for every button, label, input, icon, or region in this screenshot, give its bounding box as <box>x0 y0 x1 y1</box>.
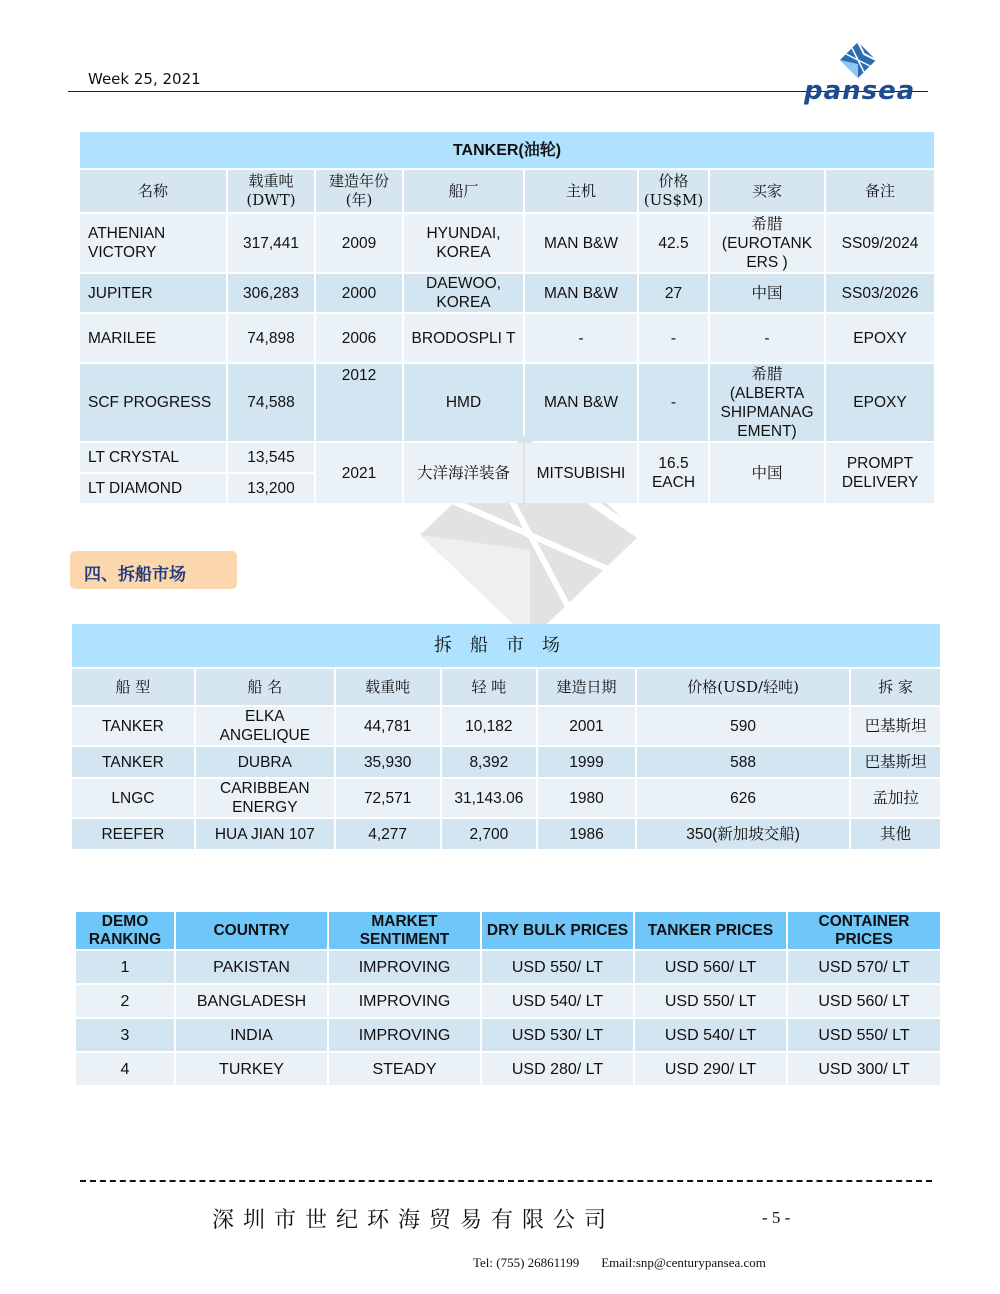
rank: 4 <box>76 1053 174 1085</box>
column-header: 主机 <box>525 170 637 212</box>
table-row <box>80 214 934 272</box>
column-header: 船厂 <box>404 170 523 212</box>
sentiment: STEADY <box>329 1053 480 1085</box>
remark: EPOXY <box>826 364 934 441</box>
remark: EPOXY <box>826 314 934 362</box>
scrap-table-title: 拆船市场 <box>72 624 940 667</box>
price: 350(新加坡交船) <box>637 819 849 849</box>
country: INDIA <box>176 1019 327 1051</box>
column-header: DRY BULK PRICES <box>482 912 633 949</box>
table-row <box>76 1019 940 1051</box>
header-rule <box>68 91 928 92</box>
column-header: 载重吨 <box>336 669 440 705</box>
dwt: 35,930 <box>336 747 440 777</box>
table-row <box>72 819 940 849</box>
price: 588 <box>637 747 849 777</box>
column-header: 建造年份 (年) <box>316 170 402 212</box>
telephone: Tel: (755) 26861199 <box>473 1255 580 1270</box>
vessel-name: MARILEE <box>80 314 226 362</box>
ship-type: TANKER <box>72 707 194 745</box>
ship-type: LNGC <box>72 779 194 817</box>
table-row <box>76 951 940 983</box>
price: - <box>639 364 708 441</box>
sentiment: IMPROVING <box>329 985 480 1017</box>
column-header: COUNTRY <box>176 912 327 949</box>
tanker-price: USD 540/ LT <box>635 1019 786 1051</box>
container-price: USD 560/ LT <box>788 985 940 1017</box>
dwt: 74,588 <box>228 364 314 441</box>
column-header: 名称 <box>80 170 226 212</box>
buyer: 希腊 (EUROTANK ERS ) <box>710 214 824 272</box>
shipyard: HMD <box>404 364 523 441</box>
ldt: 10,182 <box>442 707 537 745</box>
build-date: 1999 <box>538 747 635 777</box>
remark: PROMPT DELIVERY <box>826 443 934 503</box>
vessel-name: ATHENIAN VICTORY <box>80 214 226 272</box>
table-row <box>72 747 940 777</box>
country: TURKEY <box>176 1053 327 1085</box>
price: 42.5 <box>639 214 708 272</box>
ship-name: DUBRA <box>196 747 334 777</box>
company-name: 深圳市世纪环海贸易有限公司 <box>212 1208 616 1233</box>
column-header: 价格(USD/轻吨) <box>637 669 849 705</box>
ldt: 31,143.06 <box>442 779 537 817</box>
dwt: 306,283 <box>228 274 314 312</box>
table-row <box>72 707 940 745</box>
column-header: 建造日期 <box>538 669 635 705</box>
dwt: 74,898 <box>228 314 314 362</box>
shipyard: DAEWOO, KOREA <box>404 274 523 312</box>
breaker: 巴基斯坦 <box>851 747 940 777</box>
build-year: 2021 <box>316 443 402 503</box>
ship-name: HUA JIAN 107 <box>196 819 334 849</box>
column-header: 载重吨 (DWT) <box>228 170 314 212</box>
remark: SS09/2024 <box>826 214 934 272</box>
column-header: 船 型 <box>72 669 194 705</box>
dwt: 44,781 <box>336 707 440 745</box>
engine: MITSUBISHI <box>525 443 637 503</box>
column-header: 备注 <box>826 170 934 212</box>
container-price: USD 550/ LT <box>788 1019 940 1051</box>
engine: - <box>525 314 637 362</box>
column-header: 船 名 <box>196 669 334 705</box>
engine: MAN B&W <box>525 274 637 312</box>
rank: 3 <box>76 1019 174 1051</box>
buyer: - <box>710 314 824 362</box>
tanker-price: USD 550/ LT <box>635 985 786 1017</box>
country: PAKISTAN <box>176 951 327 983</box>
table-row <box>80 364 934 441</box>
price: 27 <box>639 274 708 312</box>
column-header: 买家 <box>710 170 824 212</box>
container-price: USD 570/ LT <box>788 951 940 983</box>
table-row <box>76 1053 940 1085</box>
column-header: 价格 (US$M) <box>639 170 708 212</box>
page-number: - 5 - <box>762 1208 791 1227</box>
dry-bulk-price: USD 540/ LT <box>482 985 633 1017</box>
footer-divider <box>80 1180 932 1182</box>
column-header: CONTAINER PRICES <box>788 912 940 949</box>
build-year: 2000 <box>316 274 402 312</box>
column-header: MARKET SENTIMENT <box>329 912 480 949</box>
price: 16.5 EACH <box>639 443 708 503</box>
ship-type: REEFER <box>72 819 194 849</box>
ship-name: CARIBBEAN ENERGY <box>196 779 334 817</box>
ship-type: TANKER <box>72 747 194 777</box>
table-row <box>80 274 934 312</box>
buyer: 中国 <box>710 274 824 312</box>
build-date: 2001 <box>538 707 635 745</box>
sentiment: IMPROVING <box>329 1019 480 1051</box>
buyer: 中国 <box>710 443 824 503</box>
dwt: 4,277 <box>336 819 440 849</box>
breaker: 孟加拉 <box>851 779 940 817</box>
vessel-name: SCF PROGRESS <box>80 364 226 441</box>
vessel-name: LT CRYSTAL <box>80 443 226 472</box>
vessel-name: LT DIAMOND <box>80 474 226 503</box>
dwt: 13,200 <box>228 474 314 503</box>
shipyard: BRODOSPLI T <box>404 314 523 362</box>
column-header: 拆 家 <box>851 669 940 705</box>
engine: MAN B&W <box>525 364 637 441</box>
scrap-market-table <box>70 622 942 851</box>
ship-name: ELKA ANGELIQUE <box>196 707 334 745</box>
vessel-name: JUPITER <box>80 274 226 312</box>
tanker-table <box>78 130 936 505</box>
rank: 2 <box>76 985 174 1017</box>
week-label: Week 25, 2021 <box>88 70 201 88</box>
contact-info <box>473 1255 766 1271</box>
column-header: DEMO RANKING <box>76 912 174 949</box>
tanker-price: USD 560/ LT <box>635 951 786 983</box>
column-header: TANKER PRICES <box>635 912 786 949</box>
column-header: 轻 吨 <box>442 669 537 705</box>
ldt: 2,700 <box>442 819 537 849</box>
dwt: 13,545 <box>228 443 314 472</box>
table-row <box>80 443 934 472</box>
logo-text: pansea <box>804 76 916 106</box>
breaker: 其他 <box>851 819 940 849</box>
dry-bulk-price: USD 550/ LT <box>482 951 633 983</box>
engine: MAN B&W <box>525 214 637 272</box>
table-row <box>80 314 934 362</box>
demo-ranking-table <box>74 910 942 1087</box>
email: Email:snp@centurypansea.com <box>601 1255 766 1270</box>
dwt: 72,571 <box>336 779 440 817</box>
build-year: 2012 <box>316 364 402 441</box>
build-date: 1986 <box>538 819 635 849</box>
breaker: 巴基斯坦 <box>851 707 940 745</box>
shipyard: HYUNDAI, KOREA <box>404 214 523 272</box>
sentiment: IMPROVING <box>329 951 480 983</box>
remark: SS03/2026 <box>826 274 934 312</box>
build-year: 2009 <box>316 214 402 272</box>
table-row <box>76 985 940 1017</box>
tanker-table-title: TANKER(油轮) <box>80 132 934 168</box>
buyer: 希腊 (ALBERTA SHIPMANAG EMENT) <box>710 364 824 441</box>
build-year: 2006 <box>316 314 402 362</box>
section-title-text: 四、拆船市场 <box>84 565 186 584</box>
price: - <box>639 314 708 362</box>
rank: 1 <box>76 951 174 983</box>
price: 626 <box>637 779 849 817</box>
country: BANGLADESH <box>176 985 327 1017</box>
section-title <box>70 551 237 589</box>
tanker-price: USD 290/ LT <box>635 1053 786 1085</box>
ldt: 8,392 <box>442 747 537 777</box>
container-price: USD 300/ LT <box>788 1053 940 1085</box>
dwt: 317,441 <box>228 214 314 272</box>
dry-bulk-price: USD 280/ LT <box>482 1053 633 1085</box>
table-row <box>72 779 940 817</box>
dry-bulk-price: USD 530/ LT <box>482 1019 633 1051</box>
shipyard: 大洋海洋装备 <box>404 443 523 503</box>
price: 590 <box>637 707 849 745</box>
build-date: 1980 <box>538 779 635 817</box>
